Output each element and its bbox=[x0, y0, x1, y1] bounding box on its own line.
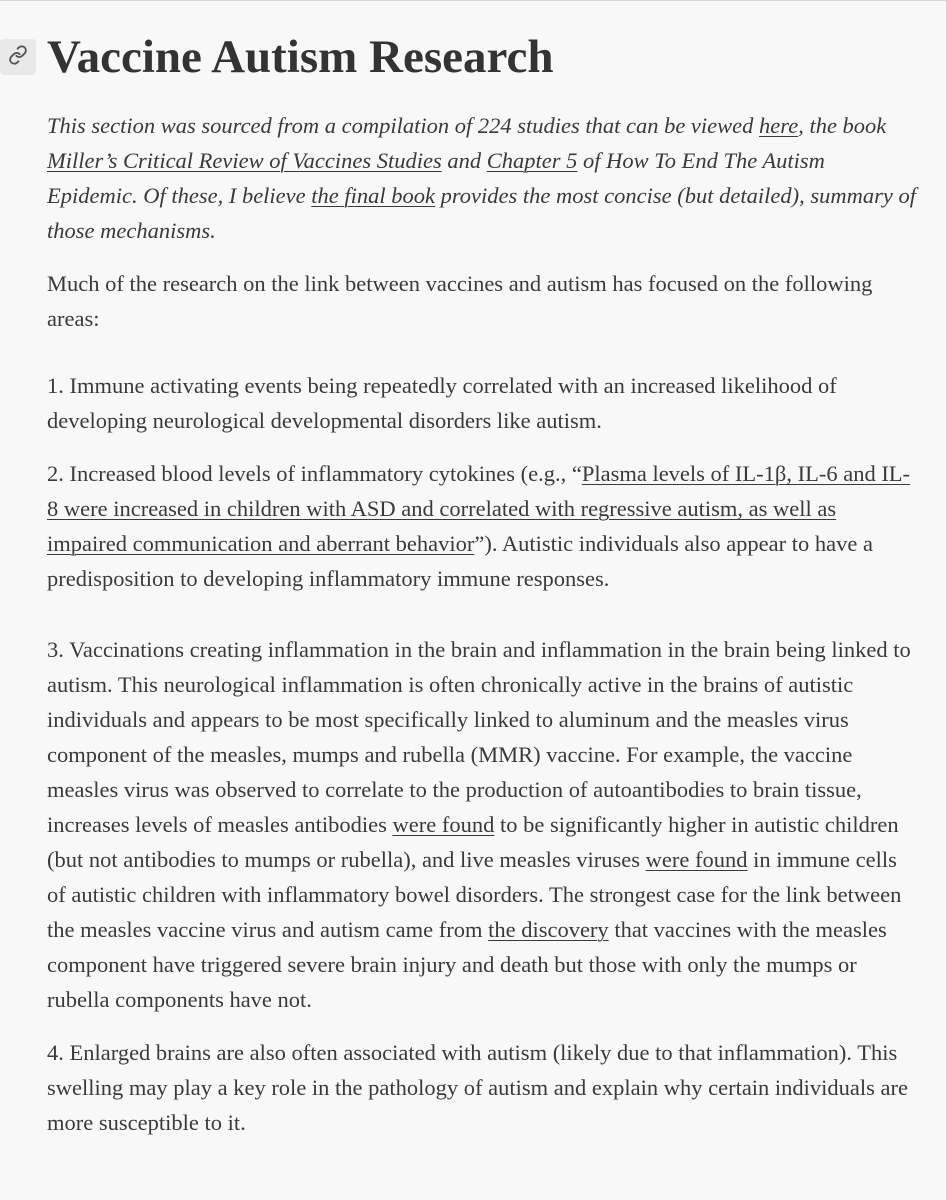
point-2-text: 2. Increased blood levels of inflammatory cytokines (e.g., “ bbox=[47, 461, 582, 486]
intro-text: , the book bbox=[798, 113, 887, 138]
link-icon bbox=[8, 45, 28, 70]
link-were-found-2[interactable]: were found bbox=[645, 847, 748, 872]
intro-paragraph bbox=[47, 108, 917, 248]
lead-paragraph: Much of the research on the link between vaccines and autism has focused on the following areas: bbox=[47, 271, 873, 331]
link-chapter-5[interactable]: Chapter 5 bbox=[486, 148, 578, 173]
point-3-text: 3. Vaccinations creating inflammation in the brain and inflammation in the brain being linked to autism. This neurological inflammation is often chronically active in the brains of autistic individuals and appears to be most specifically linked to aluminum and the measles virus component of the measles, mumps and rubella (MMR) vaccine. For example, the vaccine measles virus was observed to correlate to the production of autoantibodies to brain tissue, increases levels of measles antibodies bbox=[47, 637, 911, 837]
intro-text: provides the most concise (but detailed), summary of those mechanisms. bbox=[47, 183, 916, 243]
intro-text: and bbox=[441, 148, 487, 173]
point-2-paragraph bbox=[47, 456, 917, 596]
page-title: Vaccine Autism Research bbox=[47, 31, 554, 83]
point-2-text: ”). Autistic individuals also appear to have a predisposition to developing inflammatory immune responses. bbox=[47, 531, 873, 591]
link-the-discovery[interactable]: the discovery bbox=[488, 917, 609, 942]
article-body bbox=[47, 108, 917, 1140]
point-1-paragraph: 1. Immune activating events being repeatedly correlated with an increased likelihood of developing neurological developmental disorders like autism. bbox=[47, 373, 837, 433]
intro-text: of How To End The Autism Epidemic. Of these, I believe bbox=[47, 148, 825, 208]
point-4-paragraph: 4. Enlarged brains are also often associated with autism (likely due to that inflammation). This swelling may play a key role in the pathology of autism and explain why certain individuals are more susceptible to it. bbox=[47, 1040, 909, 1135]
point-3-text: in immune cells of autistic children with inflammatory bowel disorders. The strongest case for the link between the measles vaccine virus and autism came from bbox=[47, 847, 902, 942]
link-final-book[interactable]: the final book bbox=[311, 183, 435, 208]
link-miller-review[interactable]: Miller’s Critical Review of Vaccines Studies bbox=[47, 148, 442, 173]
link-plasma-levels-study[interactable]: Plasma levels of IL-1β, IL-6 and IL-8 were increased in children with ASD and correlated with regressive autism, as well as impaired communication and aberrant behavior bbox=[47, 461, 911, 556]
intro-text: This section was sourced from a compilation of 224 studies that can be viewed bbox=[47, 113, 760, 138]
point-3-text: that vaccines with the measles component have triggered severe brain injury and death but those with only the mumps or rubella components have not. bbox=[47, 917, 887, 1012]
link-were-found-1[interactable]: were found bbox=[392, 812, 495, 837]
point-3-paragraph bbox=[47, 632, 917, 1017]
point-3-text: to be significantly higher in autistic children (but not antibodies to mumps or rubella), and live measles viruses bbox=[47, 812, 899, 872]
heading-anchor-button[interactable] bbox=[0, 39, 36, 75]
link-here[interactable]: here bbox=[759, 113, 799, 138]
